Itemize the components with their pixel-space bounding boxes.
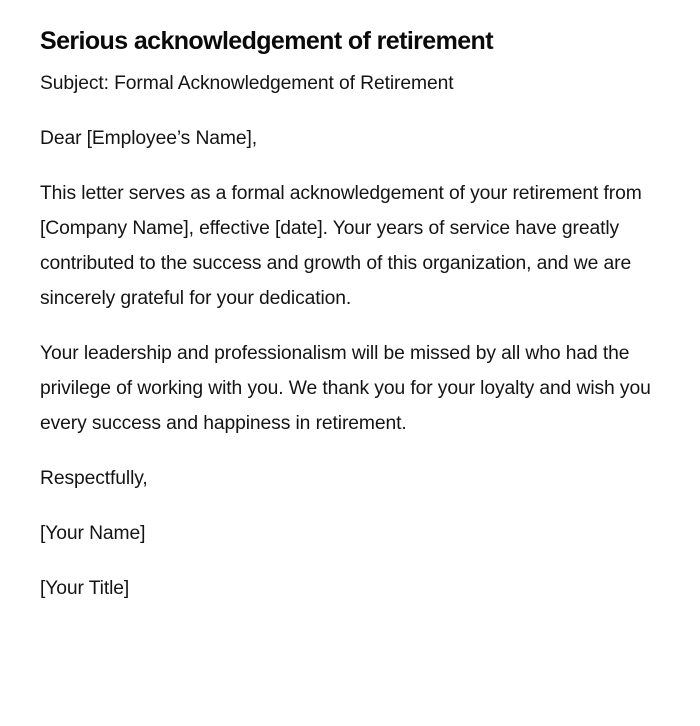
signature-name: [Your Name] — [40, 523, 146, 544]
closing: Respectfully, — [40, 468, 148, 489]
salutation: Dear [Employee’s Name], — [40, 128, 258, 149]
body-paragraph-1: This letter serves as a formal acknowledgement of your retirement from [Company Name], effective [date]. Your years of service have greatly contributed to the success and growth of this organization, and we are sincerely grateful for your dedication. — [40, 183, 642, 309]
signature-title: [Your Title] — [40, 578, 130, 599]
subject-line: Subject: Formal Acknowledgement of Retirement — [40, 73, 454, 94]
body-paragraph-2: Your leadership and professionalism will be missed by all who had the privilege of working with you. We thank you for your loyalty and wish you every success and happiness in retirement. — [40, 343, 651, 434]
document-title: Serious acknowledgement of retirement — [40, 27, 493, 55]
